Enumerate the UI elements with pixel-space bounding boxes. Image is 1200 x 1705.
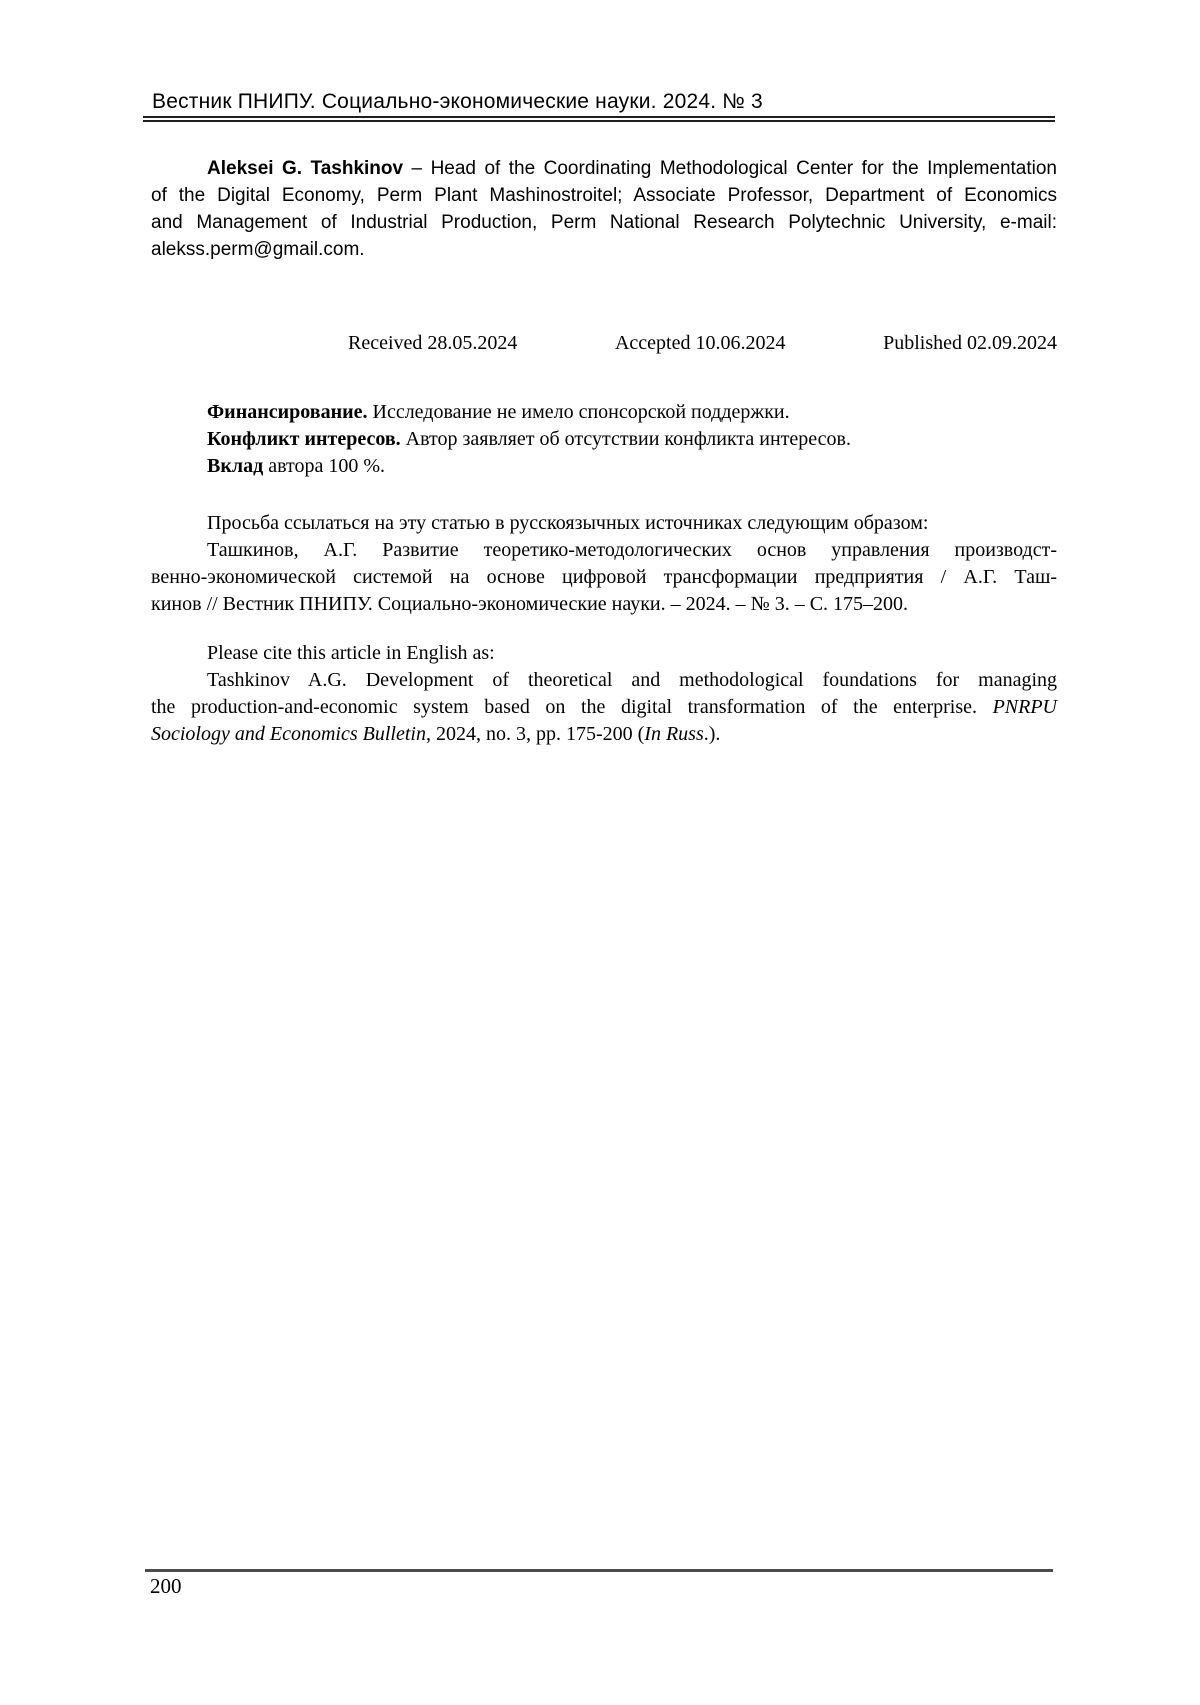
funding-statement (151, 399, 1057, 426)
citation-russian-block (151, 510, 1057, 618)
citation-en-text: the production-and-economic system based on the digital transformation of the enterprise. (151, 696, 993, 718)
citation-en-text: , 2024, no. 3, pp. 175-200 ( (425, 723, 645, 745)
date-published: Published 02.09.2024 (883, 332, 1057, 354)
citation-english-block (151, 640, 1057, 748)
contribution-text: автора 100 %. (263, 455, 386, 477)
citation-en-text: .). (703, 723, 721, 745)
citation-en-reference-line: Tashkinov A.G. Development of theoretical and methodological foundations for managing (207, 669, 1057, 691)
funding-label: Финансирование. (207, 401, 368, 423)
running-head-journal-title: Вестник ПНИПУ. Социально-экономические науки. 2024. № 3 (152, 90, 763, 113)
citation-en-journal-italic: Sociology and Economics Bulletin (151, 723, 426, 745)
date-received: Received 28.05.2024 (348, 332, 518, 354)
author-name: Aleksei G. Tashkinov (207, 158, 404, 179)
page-number: 200 (150, 1574, 182, 1598)
author-bio (151, 156, 1057, 264)
author-email: alekss.perm@gmail.com. (151, 239, 365, 260)
declarations-block (151, 399, 1057, 480)
citation-ru-reference-line: Ташкинов, А.Г. Развитие теоретико-методологических основ управления производст- (207, 539, 1057, 561)
author-bio-line (151, 156, 1057, 183)
citation-en-reference-line (151, 721, 1057, 748)
contribution-label: Вклад (207, 455, 264, 477)
contribution-statement (151, 453, 1057, 480)
citation-ru-reference-line: венно-экономической системой на основе цифровой трансформации предприятия / А.Г. Таш- (151, 566, 1057, 588)
author-bio-line: and Management of Industrial Production, Perm National Research Polytechnic University, e-mail: (151, 212, 1057, 233)
citation-en-intro: Please cite this article in English as: (207, 642, 495, 664)
conflict-text: Автор заявляет об отсутствии конфликта интересов. (400, 428, 852, 450)
citation-en-journal-italic: PNRPU (992, 696, 1057, 718)
conflict-statement (151, 426, 1057, 453)
date-accepted: Accepted 10.06.2024 (614, 332, 786, 354)
funding-text: Исследование не имело спонсорской поддержки. (367, 401, 790, 423)
author-bio-line: of the Digital Economy, Perm Plant Mashinostroitel; Associate Professor, Department of Economics (151, 185, 1057, 206)
citation-ru-intro: Просьба ссылаться на эту статью в русскоязычных источниках следующим образом: (207, 512, 929, 534)
header-double-rule (143, 116, 1055, 122)
article-history-dates (348, 330, 1057, 357)
footer-rule (145, 1569, 1053, 1572)
citation-ru-reference-line: кинов // Вестник ПНИПУ. Социально-экономические науки. – 2024. – № 3. – С. 175–200. (151, 593, 909, 615)
author-bio-text: – Head of the Coordinating Methodological Center for the Implementation (403, 158, 1057, 179)
citation-en-inruss-italic: In Russ (644, 723, 704, 745)
citation-en-reference-line (151, 694, 1057, 721)
conflict-label: Конфликт интересов. (207, 428, 401, 450)
